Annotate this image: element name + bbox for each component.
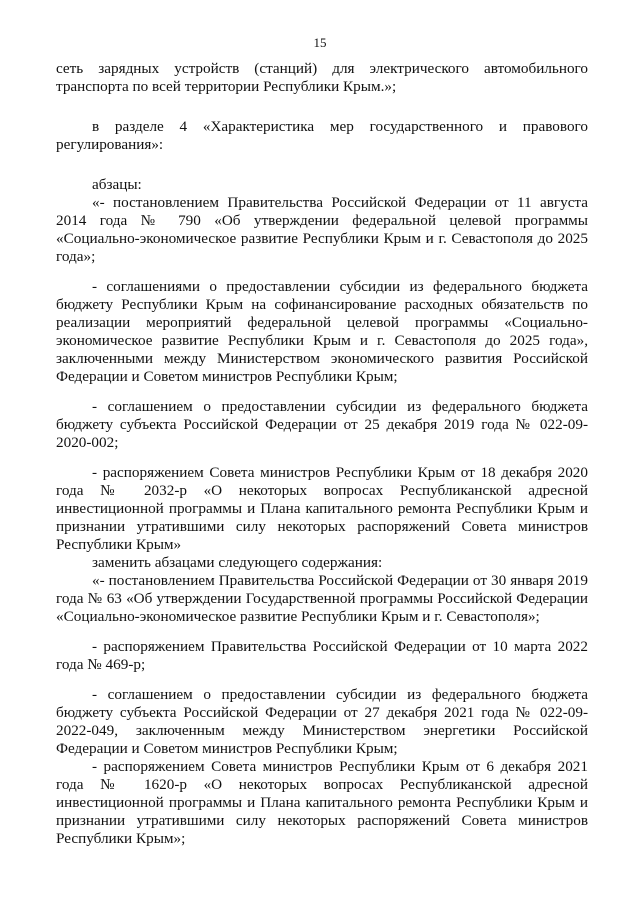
paragraph-p8: заменить абзацами следующего содержания: bbox=[92, 554, 383, 571]
document-body bbox=[56, 60, 588, 848]
paragraph-p7: - распоряжением Совета министров Республики Крым от 18 декабря 2020 года № 2032-р «О некоторых вопросах Республиканской адресной инвестиционной программы и Плана капитального ремонта Республики Крым и признании утратившими силу некоторых распоряжений Совета министров Республики Крым» bbox=[56, 464, 588, 553]
paragraph-p1: сеть зарядных устройств (станций) для электрического автомобильного транспорта по всей территории Республики Крым.»; bbox=[56, 60, 588, 95]
paragraph-p6: - соглашением о предоставлении субсидии из федерального бюджета бюджету субъекта Российской Федерации от 25 декабря 2019 года № 022-09-2020-002; bbox=[56, 398, 588, 451]
page-number: 15 bbox=[313, 35, 327, 50]
paragraph-p11: - соглашением о предоставлении субсидии из федерального бюджета бюджету субъекта Российской Федерации от 27 декабря 2021 года № 022-09-2022-049, заключенным между Министерством энергетики Российской Федерации и Советом министров Республики Крым; bbox=[56, 686, 588, 757]
paragraph-p2: в разделе 4 «Характеристика мер государственного и правового регулирования»: bbox=[56, 118, 588, 153]
paragraph-p4: «- постановлением Правительства Российской Федерации от 11 августа 2014 года № 790 «Об утверждении федеральной целевой программы «Социально-экономическое развитие Республики Крым и г. Севастополя до 2025 года»; bbox=[56, 194, 588, 265]
paragraph-p12: - распоряжением Совета министров Республики Крым от 6 декабря 2021 года № 1620-р «О некоторых вопросах Республиканской адресной инвестиционной программы и Плана капитального ремонта Республики Крым и признании утратившими силу некоторых распоряжений Совета министров Республики Крым»; bbox=[56, 758, 588, 847]
paragraph-p10: - распоряжением Правительства Российской Федерации от 10 марта 2022 года № 469-р; bbox=[56, 638, 588, 673]
paragraph-p5: - соглашениями о предоставлении субсидии из федерального бюджета бюджету Республики Крым на софинансирование расходных обязательств по реализации мероприятий федеральной целевой программы «Социально-экономическое развитие Республики Крым и г. Севастополя до 2025 года», заключенными между Министерством экономического развития Российской Федерации и Советом министров Республики Крым; bbox=[56, 278, 588, 385]
paragraph-p9: «- постановлением Правительства Российской Федерации от 30 января 2019 года № 63 «Об утверждении Государственной программы Российской Федерации «Социально-экономическое развитие Республики Крым и г. Севастополя»; bbox=[56, 572, 588, 625]
paragraph-p3: абзацы: bbox=[92, 176, 142, 193]
